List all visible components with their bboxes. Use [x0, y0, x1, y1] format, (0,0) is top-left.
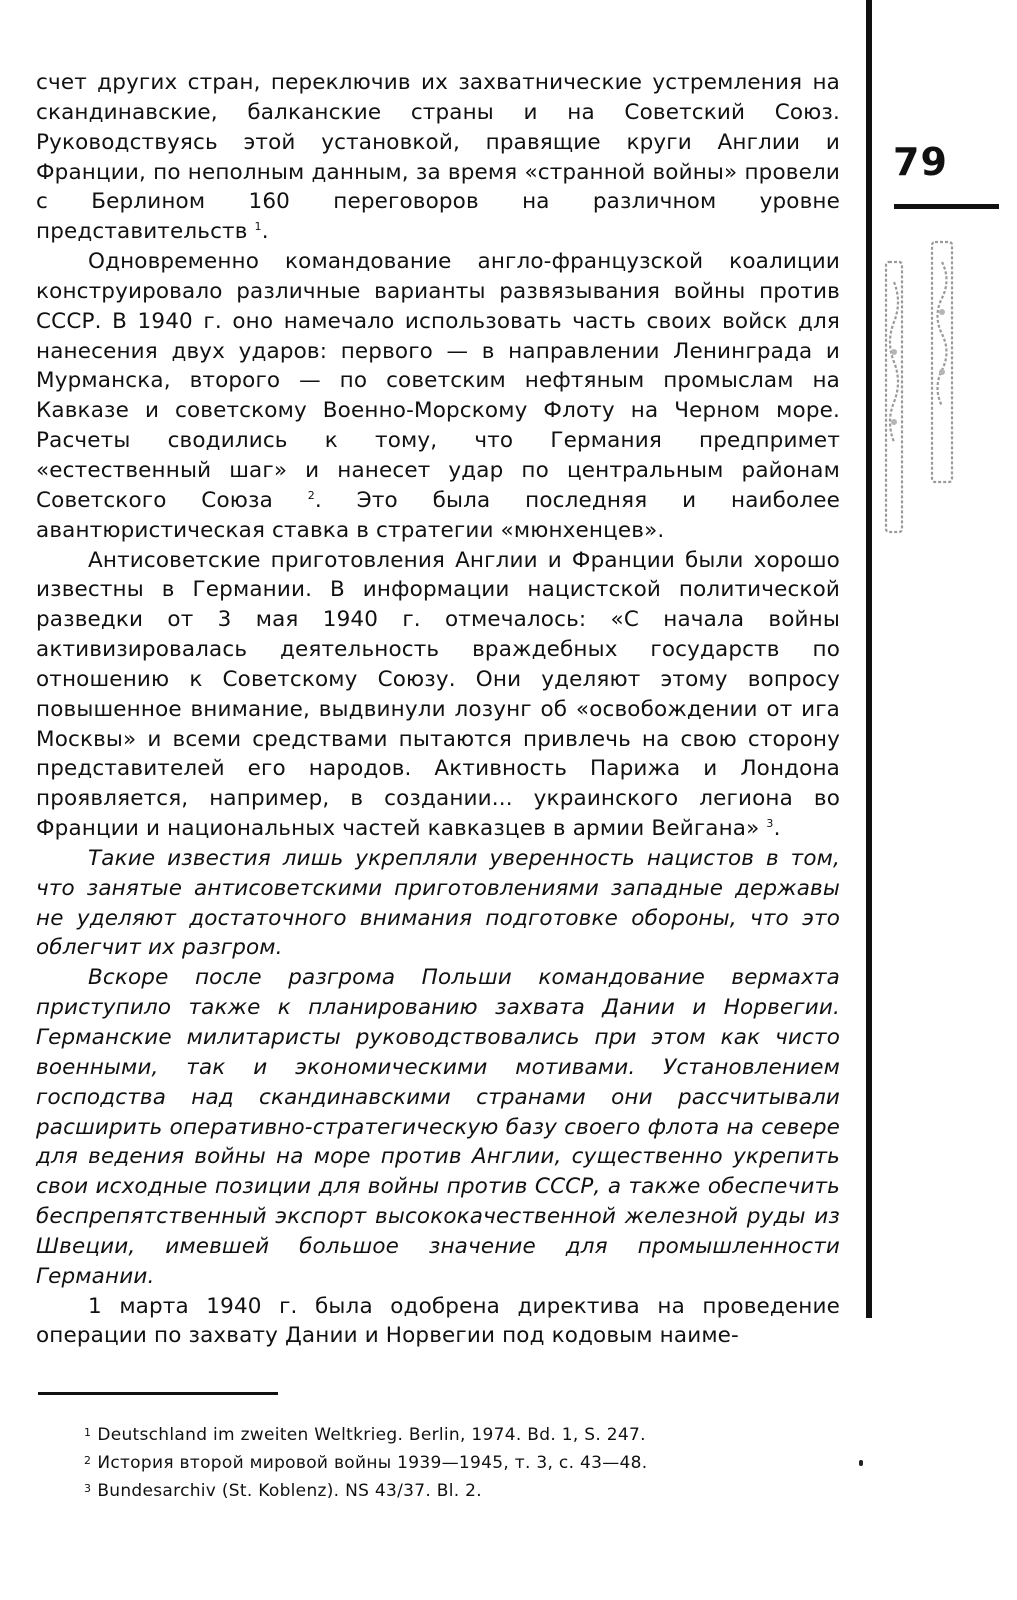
footnote-ref-1: 1	[254, 220, 262, 234]
footnote-3: $^3$ Bundesarchiv (St. Koblenz). NS 43/37. Bl. 2.	[84, 1481, 483, 1501]
paragraph-4: Такие известия лишь укрепляли уверенность нацистов в том, что занятые антисоветскими приготовлениями западные державы не уделяют достаточного внимания подготовке обороны, что это облегчит их разгром.	[36, 845, 840, 961]
footnote-2: $^2$ История второй мировой войны 1939—1945, т. 3, с. 43—48.	[84, 1453, 648, 1473]
body-text	[36, 68, 840, 1351]
paragraph-1: счет других стран, переключив их захватнические устремления на скандинавские, балканские страны и на Советский Союз. Руководствуясь этой установкой, правящие круги Англии и Франции, по неполным данным, за время «странной войны» провели с Берлином 160 переговоров на различном уровне представительств $^1$.	[36, 70, 840, 245]
library-stamp-icon	[880, 222, 970, 552]
page-number: 79	[893, 140, 948, 184]
footnote-1: $^1$ Deutschland im zweiten Weltkrieg. Berlin, 1974. Bd. 1, S. 247.	[84, 1425, 646, 1445]
page-number-rule	[894, 204, 999, 209]
print-speck	[859, 1460, 863, 1466]
footnotes	[84, 1420, 844, 1504]
paragraph-6: 1 марта 1940 г. была одобрена директива на проведение операции по захвату Дании и Норвегии под кодовым наиме-	[36, 1293, 840, 1349]
footnote-separator	[38, 1392, 278, 1395]
margin-vertical-rule	[866, 0, 872, 1318]
paragraph-2: Одновременно командование англо-французской коалиции конструировало различные варианты развязывания войны против СССР. В 1940 г. оно намечало использовать часть своих войск для нанесения двух ударов: первого — в направлении Ленинграда и Мурманска, второго — по советским нефтяным промыслам на Кавказе и советскому Военно-Морскому Флоту на Черном море. Расчеты сводились к тому, что Германия предпримет «естественный шаг» и нанесет удар по центральным районам Советского Союза $^2$. Это была последняя и наиболее авантюристическая ставка в стратегии «мюнхенцев».	[36, 249, 841, 543]
footnote-ref-3: 3	[766, 816, 774, 830]
footnote-ref-2: 2	[307, 488, 315, 502]
paragraph-5: Вскоре после разгрома Польши командование вермахта приступило также к планированию захвата Дании и Норвегии. Германские милитаристы руководствовались при этом как чисто военными, так и экономическими мотивами. Установлением господства над скандинавскими странами они рассчитывали расширить оперативно-стратегическую базу своего флота на севере для ведения войны на море против Англии, существенно укрепить свои исходные позиции для войны против СССР, а также обеспечить беспрепятственный экспорт высококачественной железной руды из Швеции, имевшей большое значение для промышленности Германии.	[36, 965, 840, 1289]
paragraph-3: Антисоветские приготовления Англии и Франции были хорошо известны в Германии. В информации нацистской политической разведки от 3 мая 1940 г. отмечалось: «С начала войны активизировалась деятельность враждебных государств по отношению к Советскому Союзу. Они уделяют этому вопросу повышенное внимание, выдвинули лозунг об «освобождении от ига Москвы» и всеми средствами пытаются привлечь на свою сторону представителей его народов. Активность Парижа и Лондона проявляется, например, в создании... украинского легиона во Франции и национальных частей кавказцев в армии Вейгана» $^3$.	[36, 547, 840, 842]
